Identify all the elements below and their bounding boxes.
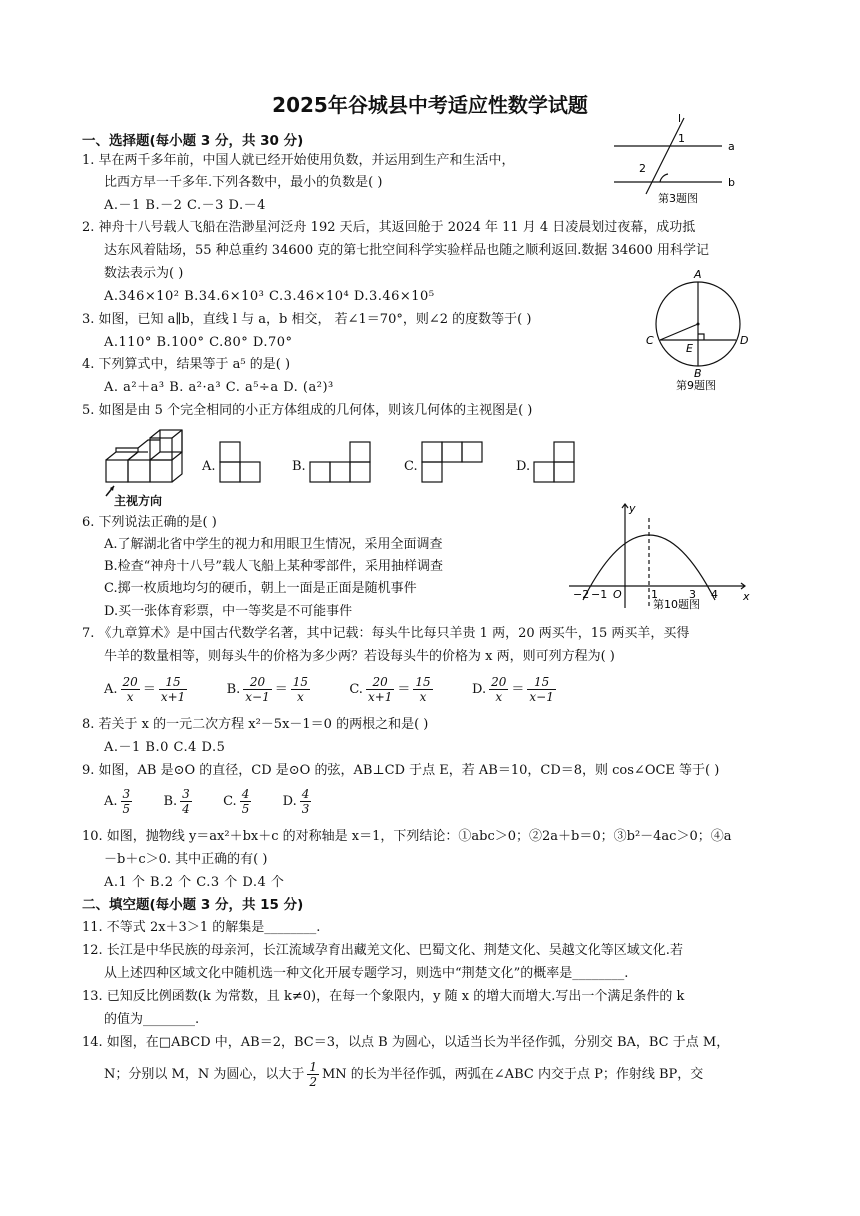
fig9-label-c: C (646, 334, 654, 347)
fig9-circle (640, 268, 760, 393)
fig3-label-a: a (728, 140, 735, 153)
q10-options: A.1 个 B.2 个 C.3 个 D.4 个 (104, 875, 285, 890)
section-2-heading: 二、填空题(每小题 3 分，共 15 分) (82, 897, 304, 913)
q14-line2: N；分别以 M，N 为圆心，以大于 $\frac{1}{2}$ MN 的长为半径作弧，两弧在∠ABC 内交于点 P；作射线 BP，交 (104, 1060, 704, 1089)
q8-line1: 8. 若关于 x 的一元二次方程 x²－5x－1＝0 的两根之和是( ) (82, 717, 429, 732)
fig10-caption: 第10题图 (653, 598, 700, 611)
q11-line1: 11. 不等式 2x＋3＞1 的解集是________. (82, 920, 321, 935)
q9-options: A. $\frac{3}{5}$ B. $\frac{3}{4}$ C. $\frac{4}{5}$ D. $\frac{4}{3}$ (104, 787, 310, 816)
q7-option-d: D. $\frac{20}{x}$ ＝ $\frac{15}{x-1}$ (471, 675, 554, 704)
q5-option-c-label: C. (404, 459, 418, 474)
q6-option-a: A.了解湖北省中学生的视力和用眼卫生情况，采用全面调查 (104, 537, 443, 552)
fig3-angle-1: 1 (678, 132, 685, 145)
q5-option-c-view (420, 440, 490, 490)
q3-options: A.110° B.100° C.80° D.70° (104, 335, 293, 350)
q13-line2: 的值为________. (104, 1012, 200, 1027)
q14-line1: 14. 如图，在□ABCD 中，AB＝2，BC＝3，以点 B 为圆心，以适当长为半径作弧，分别交 BA，BC 于点 M， (82, 1035, 730, 1050)
q5-line1: 5. 如图是由 5 个完全相同的小正方体组成的几何体，则该几何体的主视图是( ) (82, 403, 533, 418)
page-title: 2025年谷城县中考适应性数学试题 (272, 93, 588, 117)
fig3-caption: 第3题图 (658, 192, 698, 205)
fig9-label-d: D (740, 334, 749, 347)
fig10-axis-y: y (629, 502, 636, 515)
fig9-label-b: B (694, 367, 702, 380)
q12-line1: 12. 长江是中华民族的母亲河，长江流域孕育出藏羌文化、巴蜀文化、荆楚文化、吴越文化等区域文化.若 (82, 943, 683, 958)
q6-option-b: B.检查“神舟十八号”载人飞船上某种零部件，采用抽样调查 (104, 559, 443, 574)
fig3-label-b: b (728, 176, 735, 189)
fig10-tick-1: 1 (651, 588, 658, 601)
q13-line1: 13. 已知反比例函数(k 为常数，且 k≠0)，在每一个象限内，y 随 x 的增大而增大.写出一个满足条件的 k (82, 989, 685, 1004)
fig10-tick-neg2: −2 (573, 588, 590, 601)
q4-options: A. a²＋a³ B. a²·a³ C. a⁵÷a D. (a²)³ (104, 380, 334, 395)
q5-option-a-view (218, 440, 268, 490)
q5-option-b-view (308, 440, 378, 490)
q2-line3: 数法表示为( ) (104, 266, 184, 281)
q7-line1: 7. 《九章算术》是中国古代数学名著，其中记载：每头牛比每只羊贵 1 两，20 两买牛，15 两买羊，买得 (82, 626, 690, 641)
q1-options: A.－1 B.－2 C.－3 D.－4 (104, 198, 266, 213)
q7-options (104, 672, 559, 708)
fig10-tick-4: 4 (711, 588, 718, 601)
fig10-origin: O (613, 588, 622, 601)
q12-line2: 从上述四种区域文化中随机选一种文化开展专题学习，则选中“荆楚文化”的概率是________. (104, 966, 629, 981)
fig10-axis-x: x (743, 590, 750, 603)
q2-options: A.346×10² B.34.6×10³ C.3.46×10⁴ D.3.46×10⁵ (104, 289, 435, 304)
fig3-label-l: l (678, 112, 682, 125)
fig9-label-a: A (694, 268, 702, 281)
q6-option-d: D.买一张体育彩票，中一等奖是不可能事件 (104, 604, 353, 619)
section-1-heading: 一、选择题(每小题 3 分，共 30 分) (82, 133, 304, 149)
q5-view-direction-label: 主视方向 (114, 494, 163, 508)
fig10-parabola (565, 500, 755, 612)
q10-line1: 10. 如图，抛物线 y＝ax²＋bx＋c 的对称轴是 x＝1，下列结论：①abc＞0；②2a＋b＝0；③b²－4ac＞0；④a (82, 829, 732, 844)
fig9-label-e: E (686, 342, 693, 355)
q10-line2: －b＋c＞0. 其中正确的有( ) (104, 852, 268, 867)
q1-line1: 1. 早在两千多年前，中国人就已经开始使用负数，并运用到生产和生活中， (82, 153, 515, 168)
q7-option-c: C. $\frac{20}{x+1}$ ＝ $\frac{15}{x}$ (349, 675, 431, 704)
q5-option-a-label: A. (202, 459, 216, 474)
q5-option-d-label: D. (516, 459, 531, 474)
q4-line1: 4. 下列算式中，结果等于 a⁵ 的是( ) (82, 357, 291, 372)
q5-option-d-view (532, 440, 582, 490)
q6-option-c: C.掷一枚质地均匀的硬币，朝上一面是正面是随机事件 (104, 581, 417, 596)
q5-option-b-label: B. (292, 459, 306, 474)
fig10-tick-3: 3 (689, 588, 696, 601)
q2-line1: 2. 神舟十八号载人飞船在浩渺星河泛舟 192 天后，其返回舱于 2024 年 11 月 4 日凌晨划过夜幕，成功抵 (82, 220, 696, 235)
q7-option-a: A. $\frac{20}{x}$ ＝ $\frac{15}{x+1}$ (104, 675, 186, 704)
q7-line2: 牛羊的数量相等，则每头牛的价格为多少两？若设每头牛的价格为 x 两，则可列方程为( ) (104, 649, 615, 664)
q3-line1: 3. 如图，已知 a∥b，直线 l 与 a，b 相交， 若∠1＝70°，则∠2 的度数等于( ) (82, 312, 532, 327)
fig3-angle-2: 2 (639, 162, 646, 175)
fig9-caption: 第9题图 (676, 379, 716, 392)
q9-line1: 9. 如图，AB 是⊙O 的直径，CD 是⊙O 的弦，AB⊥CD 于点 E，若 AB＝10，CD＝8，则 cos∠OCE 等于( ) (82, 763, 720, 778)
q8-options: A.－1 B.0 C.4 D.5 (104, 740, 226, 755)
q1-line2: 比西方早一千多年.下列各数中，最小的负数是( ) (104, 175, 383, 190)
q7-option-b: B. $\frac{20}{x-1}$ ＝ $\frac{15}{x}$ (226, 675, 309, 704)
q2-line2: 达东风着陆场，55 种总重约 34600 克的第七批空间科学实验样品也随之顺利返回.数据 34600 用科学记 (104, 243, 710, 258)
q5-solid-figure (100, 420, 200, 500)
fig10-tick-neg1: −1 (591, 588, 608, 601)
q6-line1: 6. 下列说法正确的是( ) (82, 515, 217, 530)
fig3-parallel-lines (612, 112, 752, 205)
